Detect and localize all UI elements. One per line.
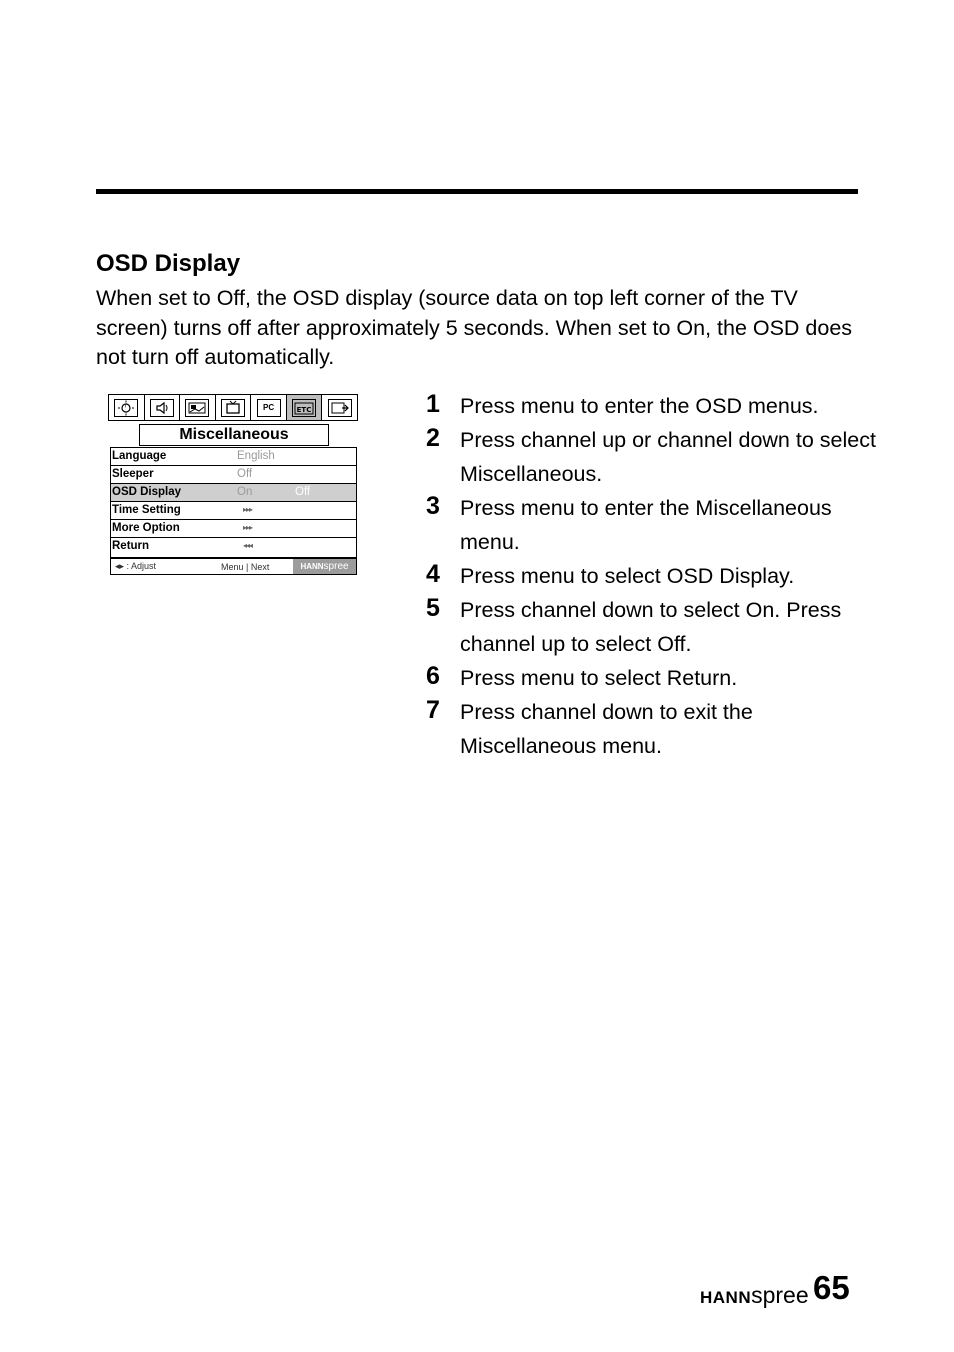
forward-arrows-icon: ▸▸▸ xyxy=(243,523,253,532)
forward-arrows-icon: ▸▸▸ xyxy=(243,505,253,514)
osd-row-return: Return ◂◂◂ xyxy=(112,540,253,552)
svg-text:ETC: ETC xyxy=(296,405,312,414)
osd-menu-title: Miscellaneous xyxy=(139,424,329,446)
tv-icon xyxy=(216,395,252,420)
osd-menu-figure xyxy=(108,394,360,580)
osd-row-sleeper: Sleeper Off xyxy=(111,466,356,484)
brightness-icon xyxy=(109,395,145,420)
setup-icon xyxy=(322,395,357,420)
back-arrows-icon: ◂◂◂ xyxy=(243,541,253,550)
osd-icon-bar xyxy=(108,394,358,421)
section-heading: OSD Display xyxy=(96,250,241,277)
pc-icon: PC xyxy=(251,395,287,420)
adjust-hint: ◂▸ : Adjust xyxy=(115,561,157,571)
footer-brand-logo: HANNspree xyxy=(700,1282,809,1308)
osd-brand-logo: HANNspree xyxy=(293,559,356,574)
osd-menu-rows xyxy=(110,447,357,558)
top-rule xyxy=(96,189,858,194)
step-item: 5 Press channel down to select On. Press channel up to select Off. xyxy=(426,594,842,656)
page-number: 65 xyxy=(813,1269,850,1306)
miscellaneous-icon xyxy=(287,395,323,420)
picture-icon xyxy=(180,395,216,420)
osd-footer-bar xyxy=(110,558,357,575)
step-item: 6 Press menu to select Return. xyxy=(426,662,738,690)
osd-row-time-setting: Time Setting ▸▸▸ xyxy=(111,502,356,520)
step-item: 7 Press channel down to exit the Miscellaneous menu. xyxy=(426,696,753,758)
audio-icon xyxy=(145,395,181,420)
intro-paragraph: When set to Off, the OSD display (source data on top left corner of the TV screen) turns off after approximately 5 seconds. When set to On, the OSD does not turn off automatically. xyxy=(96,286,853,369)
step-item: 1 Press menu to enter the OSD menus. xyxy=(426,390,819,418)
step-list xyxy=(426,389,890,763)
osd-row-osd-display: OSD Display On Off xyxy=(111,484,356,502)
osd-row-more-option: More Option ▸▸▸ xyxy=(111,520,356,538)
osd-row-language: Language English xyxy=(111,448,356,466)
step-item: 3 Press menu to enter the Miscellaneous menu. xyxy=(426,492,832,554)
step-item: 2 Press channel up or channel down to select Miscellaneous. xyxy=(426,424,876,486)
menu-next-hint: Menu | Next xyxy=(221,562,270,572)
step-item: 4 Press menu to select OSD Display. xyxy=(426,560,795,588)
